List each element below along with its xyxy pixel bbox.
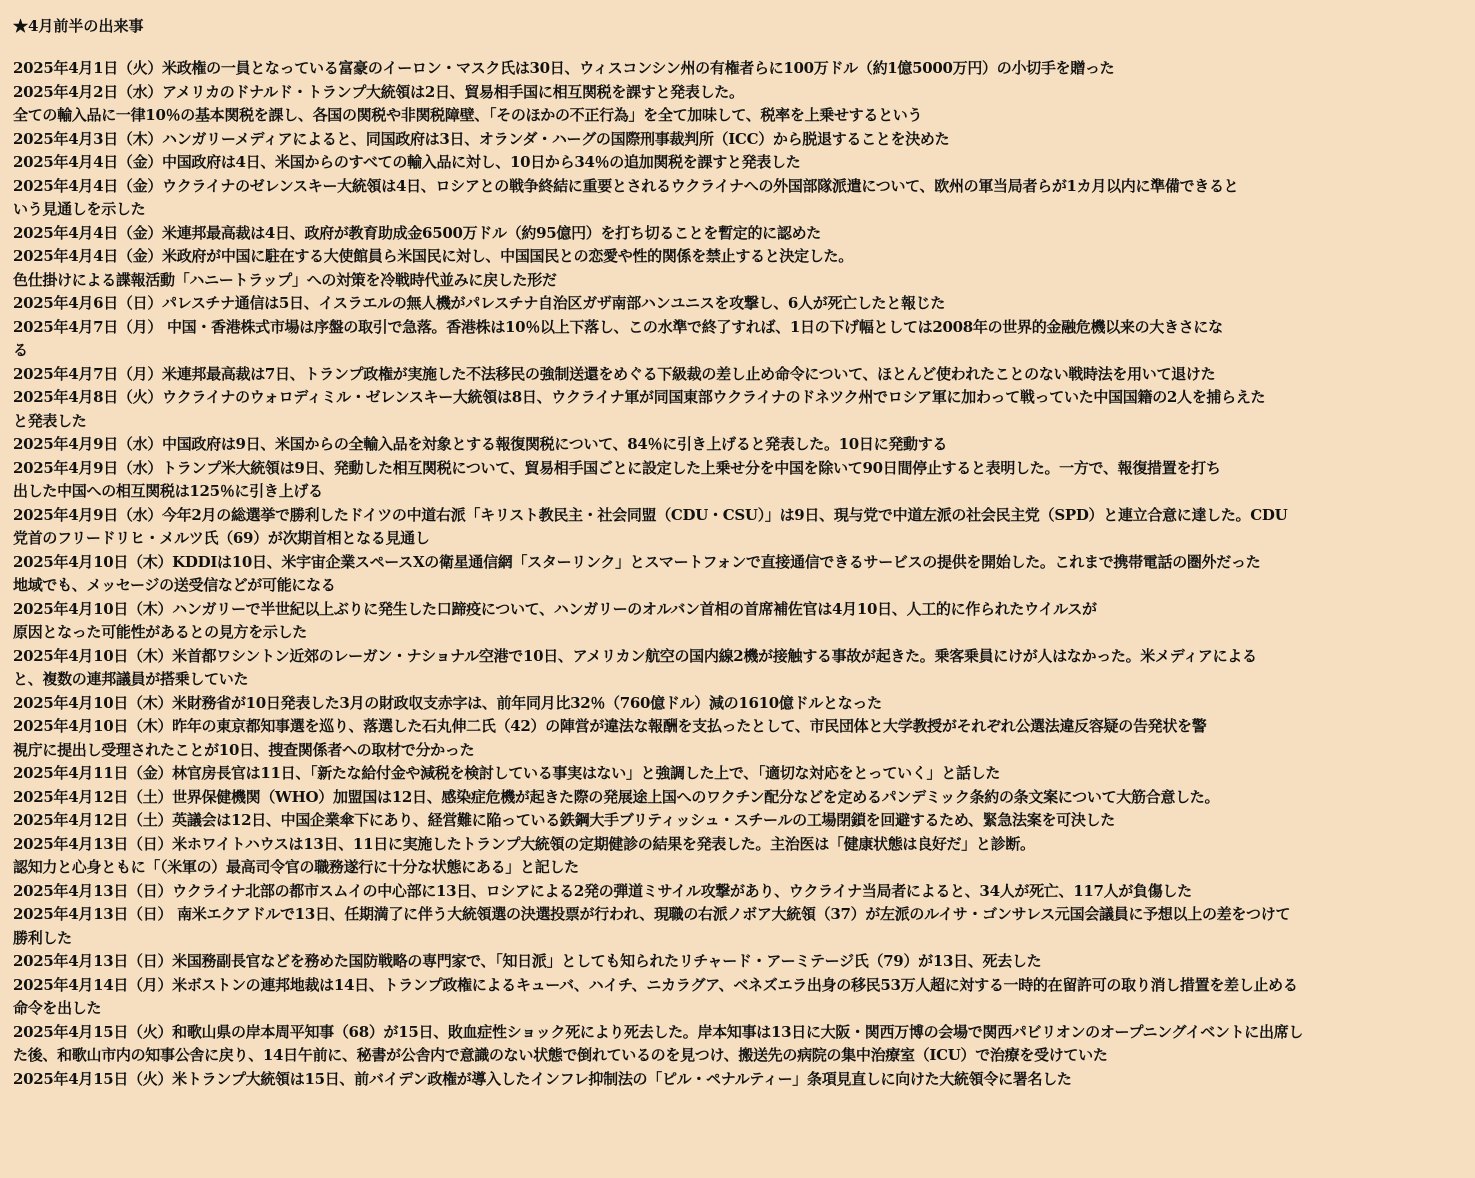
event-list bbox=[13, 57, 1451, 1091]
event-line: 地域でも、メッセージの送受信などが可能になる bbox=[13, 576, 336, 594]
event-line: 視庁に提出し受理されたことが10日、捜査関係者への取材で分かった bbox=[13, 740, 475, 759]
event-line: 2025年4月9日（水）今年2月の総選挙で勝利したドイツの中道右派「キリスト教民主・社会同盟（CDU・CSU）」は9日、現与党で中道左派の社会民主党（SPD）と連立合意に達した。CDU bbox=[13, 505, 1288, 524]
event-line: いう見通しを示した bbox=[13, 200, 146, 218]
event-line: 命令を出した bbox=[13, 999, 102, 1017]
event-line: 2025年4月4日（金）米連邦最高裁は4日、政府が教育助成金6500万ドル（約95億円）を打ち切ることを暫定的に認めた bbox=[13, 223, 821, 242]
event-line: 2025年4月10日（木）昨年の東京都知事選を巡り、落選した石丸伸二氏（42）の陣営が違法な報酬を支払ったとして、市民団体と大学教授がそれぞれ公選法違反容疑の告発状を警 bbox=[13, 717, 1207, 735]
event-line: 党首のフリードリヒ・メルツ氏（69）が次期首相となる見通し bbox=[13, 529, 430, 547]
event-line: 全ての輸入品に一律10％の基本関税を課し、各国の関税や非関税障壁、「そのほかの不正行為」を全て加味して、税率を上乗せするという bbox=[13, 106, 923, 124]
event-line: 2025年4月13日（日）米国務副長官などを務めた国防戦略の専門家で、「知日派」としても知られたリチャード・アーミテージ氏（79）が13日、死去した bbox=[13, 952, 1042, 970]
event-line: 2025年4月15日（火）和歌山県の岸本周平知事（68）が15日、敗血症性ショック死により死去した。岸本知事は13日に大阪・関西万博の会場で関西パビリオンのオープニングイベントに出席し bbox=[13, 1022, 1304, 1041]
event-line: 2025年4月13日（日） 南米エクアドルで13日、任期満了に伴う大統領選の決選投票が行われ、現職の右派ノボア大統領（37）が左派のルイサ・ゴンサレス元国会議員に予想以上の差をつけて bbox=[13, 905, 1291, 923]
event-line: 2025年4月4日（金）ウクライナのゼレンスキー大統領は4日、ロシアとの戦争終結に重要とされるウクライナへの外国部隊派遣について、欧州の軍当局者らが1カ月以内に準備できると bbox=[13, 176, 1239, 195]
event-line: 2025年4月6日（日）パレスチナ通信は5日、イスラエルの無人機がパレスチナ自治区ガザ南部ハンユニスを攻撃し、6人が死亡したと報じた bbox=[13, 294, 946, 312]
event-line: る bbox=[13, 341, 28, 359]
page-heading: ★4月前半の出来事 bbox=[13, 17, 144, 35]
event-line: 2025年4月1日（火）米政権の一員となっている富豪のイーロン・マスク氏は30日、ウィスコンシン州の有権者らに100万ドル（約1億5000万円）の小切手を贈った bbox=[13, 59, 1115, 77]
event-line: と発表した bbox=[13, 411, 87, 430]
event-line: 2025年4月13日（日）米ホワイトハウスは13日、11日に実施したトランプ大統領の定期健診の結果を発表した。主治医は「健康状態は良好だ」と診断。 bbox=[13, 834, 1035, 853]
event-line: 2025年4月10日（木）KDDIは10日、米宇宙企業スペースXの衛星通信網「スターリンク」とスマートフォンで直接通信できるサービスの提供を開始した。これまで携帯電話の圏外だった bbox=[13, 552, 1261, 571]
event-line: 認知力と心身ともに「（米軍の）最高司令官の職務遂行に十分な状態にある」と記した bbox=[13, 858, 579, 876]
event-line: 2025年4月7日（月）米連邦最高裁は7日、トランプ政権が実施した不法移民の強制送還をめぐる下級裁の差し止め命令について、ほとんど使われたことのない戦時法を用いて退けた bbox=[13, 364, 1216, 383]
event-line: 2025年4月12日（土）世界保健機関（WHO）加盟国は12日、感染症危機が起きた際の発展途上国へのワクチン配分などを定めるパンデミック条約の条文案について大筋合意した。 bbox=[13, 787, 1220, 806]
event-line: 2025年4月4日（金）米政府が中国に駐在する大使館員ら米国民に対し、中国国民との恋愛や性的関係を禁止すると決定した。 bbox=[13, 247, 853, 265]
event-line: 2025年4月8日（火）ウクライナのウォロディミル・ゼレンスキー大統領は8日、ウクライナ軍が同国東部ウクライナのドネツク州でロシア軍に加わって戦っていた中国国籍の2人を捕らえた bbox=[13, 388, 1266, 406]
event-line: 2025年4月2日（水）アメリカのドナルド・トランプ大統領は2日、貿易相手国に相互関税を課すと発表した。 bbox=[13, 82, 744, 101]
event-line: 2025年4月10日（木）米首都ワシントン近郊のレーガン・ナショナル空港で10日、アメリカン航空の国内線2機が接触する事故が起きた。乗客乗員にけが人はなかった。米メディアによる bbox=[13, 646, 1257, 665]
event-line: 2025年4月3日（木）ハンガリーメディアによると、同国政府は3日、オランダ・ハーグの国際刑事裁判所（ICC）から脱退することを決めた bbox=[13, 129, 950, 148]
event-line: 2025年4月14日（月）米ボストンの連邦地裁は14日、トランプ政権によるキューバ、ハイチ、ニカラグア、ベネズエラ出身の移民53万人超に対する一時的在留許可の取り消し措置を差し止める bbox=[13, 975, 1298, 994]
event-line: た後、和歌山市内の知事公舎に戻り、14日午前に、秘書が公舎内で意識のない状態で倒れているのを見つけ、搬送先の病院の集中治療室（ICU）で治療を受けていた bbox=[13, 1046, 1108, 1064]
event-line: 2025年4月9日（水）トランプ米大統領は9日、発動した相互関税について、貿易相手国ごとに設定した上乗せ分を中国を除いて90日間停止すると表明した。一方で、報復措置を打ち bbox=[13, 458, 1221, 477]
event-line: 2025年4月11日（金）林官房長官は11日、「新たな給付金や減税を検討している事実はない」と強調した上で、「適切な対応をとっていく」と話した bbox=[13, 764, 1001, 782]
event-line: 2025年4月13日（日）ウクライナ北部の都市スムイの中心部に13日、ロシアによる2発の弾道ミサイル攻撃があり、ウクライナ当局者によると、34人が死亡、117人が負傷した bbox=[13, 881, 1192, 900]
event-line: 2025年4月12日（土）英議会は12日、中国企業傘下にあり、経営難に陥っている鉄鋼大手ブリティッシュ・スチールの工場閉鎖を回避するため、緊急法案を可決した bbox=[13, 811, 1115, 829]
event-line: 色仕掛けによる諜報活動「ハニートラップ」への対策を冷戦時代並みに戻した形だ bbox=[13, 270, 557, 289]
event-line: 2025年4月10日（木）米財務省が10日発表した3月の財政収支赤字は、前年同月比32％（760億ドル）減の1610億ドルとなった bbox=[13, 693, 882, 712]
event-line: と、複数の連邦議員が搭乗していた bbox=[13, 670, 249, 688]
event-line: 2025年4月10日（木）ハンガリーで半世紀以上ぶりに発生した口蹄疫について、ハンガリーのオルバン首相の首席補佐官は4月10日、人工的に作られたウイルスが bbox=[13, 599, 1097, 618]
event-line: 2025年4月9日（水）中国政府は9日、米国からの全輸入品を対象とする報復関税について、84％に引き上げると発表した。10日に発動する bbox=[13, 435, 948, 453]
event-line: 原因となった可能性があるとの見方を示した bbox=[13, 623, 308, 641]
event-line: 出した中国への相互関税は125％に引き上げる bbox=[13, 482, 323, 500]
event-line: 2025年4月7日（月） 中国・香港株式市場は序盤の取引で急落。香港株は10％以上下落し、この水準で終了すれば、1日の下げ幅としては2008年の世界的金融危機以来の大きさにな bbox=[13, 317, 1223, 336]
event-line: 勝利した bbox=[13, 928, 72, 947]
event-line: 2025年4月15日（火）米トランプ大統領は15日、前バイデン政権が導入したインフレ抑制法の「ピル・ペナルティー」条項見直しに向けた大統領令に署名した bbox=[13, 1069, 1072, 1088]
event-line: 2025年4月4日（金）中国政府は4日、米国からのすべての輸入品に対し、10日から34％の追加関税を課すと発表した bbox=[13, 153, 801, 171]
